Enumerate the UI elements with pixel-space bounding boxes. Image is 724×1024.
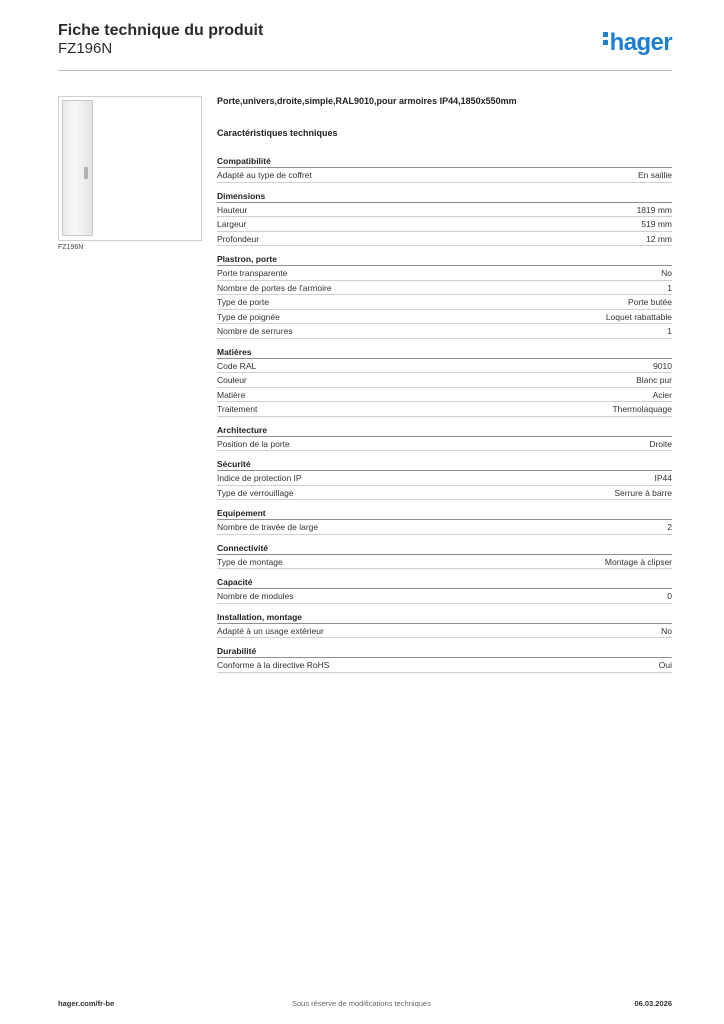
spec-value: No (661, 625, 672, 636)
spec-row (217, 232, 672, 247)
spec-row (217, 266, 672, 281)
footer-date: 06.03.2026 (634, 999, 672, 1008)
spec-value: 2 (667, 522, 672, 532)
spec-row (217, 324, 672, 339)
spec-value: 519 mm (641, 219, 672, 229)
spec-label: Nombre de portes de l'armoire (217, 282, 332, 293)
spec-value: Blanc pur (636, 375, 672, 385)
spec-label: Porte transparente (217, 268, 288, 278)
spec-value: Oui (658, 660, 672, 670)
spec-group (217, 459, 672, 500)
spec-value: Loquet rabattable (605, 311, 672, 322)
spec-group-title: Matières (217, 347, 672, 359)
spec-label: Matière (217, 389, 246, 400)
spec-group (217, 156, 672, 183)
spec-value: Serrure à barre (614, 487, 672, 498)
spec-row (217, 281, 672, 296)
spec-label: Nombre de travée de large (217, 522, 319, 532)
spec-group-title: Sécurité (217, 459, 672, 471)
spec-sheet (217, 96, 672, 681)
spec-label: Type de porte (217, 297, 269, 307)
spec-value: 1 (667, 282, 672, 293)
spec-label: Adapté à un usage extérieur (217, 625, 324, 636)
spec-group-title: Capacité (217, 577, 672, 589)
spec-value: 1819 mm (636, 204, 672, 215)
spec-label: Largeur (217, 219, 247, 229)
spec-group (217, 612, 672, 639)
spec-group-title: Architecture (217, 425, 672, 437)
spec-row (217, 555, 672, 570)
spec-row (217, 295, 672, 310)
spec-row (217, 310, 672, 325)
spec-value: 12 mm (646, 233, 672, 244)
spec-label: Nombre de modules (217, 591, 294, 601)
spec-label: Type de poignée (217, 311, 280, 322)
spec-row (217, 388, 672, 403)
spec-value: 9010 (653, 360, 672, 371)
logo-dots-icon (603, 29, 609, 48)
spec-row (217, 217, 672, 232)
spec-row (217, 520, 672, 535)
spec-value: 0 (667, 591, 672, 601)
spec-label: Position de la porte (217, 438, 290, 449)
spec-group-title: Plastron, porte (217, 254, 672, 266)
spec-groups (217, 156, 672, 673)
spec-group (217, 191, 672, 247)
spec-label: Adapté au type de coffret (217, 170, 312, 180)
door-handle (84, 167, 88, 179)
hager-logo (603, 29, 672, 57)
spec-row (217, 589, 672, 604)
spec-group (217, 646, 672, 673)
spec-value: En saillie (637, 170, 672, 180)
spec-group-title: Installation, montage (217, 612, 672, 624)
product-reference: FZ196N (58, 40, 113, 57)
spec-value: Montage à clipser (604, 556, 672, 567)
spec-value: 1 (667, 326, 672, 336)
spec-row (217, 437, 672, 452)
spec-group (217, 577, 672, 604)
spec-group (217, 425, 672, 452)
footer-website[interactable]: hager.com/fr-be (58, 999, 115, 1008)
spec-group (217, 254, 672, 339)
spec-row (217, 359, 672, 374)
product-description: Porte,univers,droite,simple,RAL9010,pour armoires IP44,1850x550mm (217, 96, 517, 106)
spec-row (217, 168, 672, 183)
spec-group-title: Durabilité (217, 646, 672, 658)
spec-row (217, 402, 672, 417)
spec-group-title: Compatibilité (217, 156, 672, 168)
spec-label: Type de montage (217, 556, 283, 567)
spec-group (217, 543, 672, 570)
spec-label: Conforme à la directive RoHS (217, 660, 330, 670)
spec-value: Thermolaquage (612, 404, 672, 414)
door-illustration (62, 100, 93, 236)
spec-label: Indice de protection IP (217, 473, 302, 483)
image-caption: FZ196N (58, 244, 84, 251)
page-header (58, 20, 672, 71)
spec-label: Couleur (217, 375, 247, 385)
spec-value: Droite (649, 438, 672, 449)
logo-text: hager (609, 29, 672, 56)
spec-group-title: Equipement (217, 508, 672, 520)
spec-row (217, 203, 672, 218)
specs-title: Caractéristiques techniques (217, 128, 338, 138)
spec-group-title: Connectivité (217, 543, 672, 555)
footer-disclaimer: Sous réserve de modifications techniques (292, 999, 431, 1008)
spec-row (217, 373, 672, 388)
spec-row (217, 486, 672, 501)
spec-label: Code RAL (217, 360, 257, 371)
spec-label: Type de verrouillage (217, 487, 294, 498)
spec-value: Porte butée (628, 297, 672, 307)
spec-row (217, 658, 672, 673)
spec-row (217, 624, 672, 639)
spec-label: Traitement (217, 404, 258, 414)
spec-group (217, 347, 672, 417)
spec-row (217, 471, 672, 486)
spec-label: Hauteur (217, 204, 248, 215)
spec-group (217, 508, 672, 535)
product-image (58, 96, 202, 241)
spec-value: Acier (652, 389, 672, 400)
spec-value: IP44 (654, 473, 672, 483)
spec-group-title: Dimensions (217, 191, 672, 203)
page-title: Fiche technique du produit (58, 22, 264, 39)
spec-value: No (661, 268, 672, 278)
spec-label: Profondeur (217, 233, 260, 244)
spec-label: Nombre de serrures (217, 326, 293, 336)
